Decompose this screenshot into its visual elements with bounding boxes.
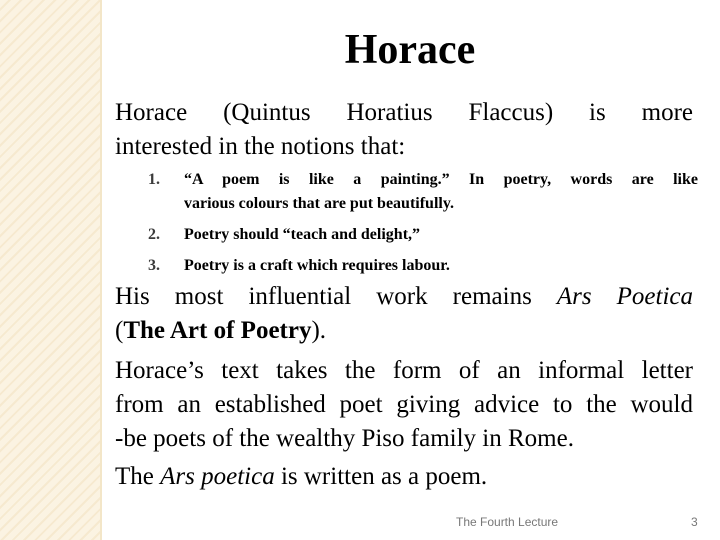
bullet-intro	[103, 96, 693, 164]
bullet-letter-form: Horace’s text takes the form of an informal letter from an established poet giving advice to the would -be poets of the wealthy Piso family in Rome.	[115, 357, 693, 452]
list-item-text-line1: “A poem is like a painting.” In poetry, words are like	[184, 171, 698, 188]
bullet-intro-line2: interested in the notions that:	[115, 133, 406, 160]
list-item	[148, 254, 698, 278]
decorative-side-band	[0, 0, 100, 540]
footer-lecture-label: The Fourth Lecture	[456, 515, 559, 529]
list-item	[148, 168, 698, 216]
side-band-divider	[100, 0, 102, 540]
list-item-text: Poetry is a craft which requires labour.	[184, 257, 450, 274]
bullet-written-as-poem: The Ars poetica is written as a poem.	[115, 463, 488, 490]
slide-title: Horace	[344, 27, 476, 73]
work-title: Ars Poetica	[556, 283, 693, 310]
work-title-translation: The Art of Poetry	[123, 317, 312, 344]
work-title: Ars poetica	[160, 463, 275, 490]
numbered-list	[148, 168, 698, 285]
bullet-ars-poetica: His most influential work remains Ars Poetica (The Art of Poetry).	[115, 283, 693, 344]
footer-page-number: 3	[691, 515, 698, 529]
list-number: 1.	[148, 171, 160, 188]
list-item-text: Poetry should “teach and delight,”	[184, 226, 421, 243]
list-item	[148, 223, 698, 247]
list-number: 2.	[148, 226, 160, 243]
bullet-intro-line1: Horace (Quintus Horatius Flaccus) is more	[115, 99, 693, 126]
list-number: 3.	[148, 257, 160, 274]
list-item-text-line2: various colours that are put beautifully.	[184, 195, 454, 212]
